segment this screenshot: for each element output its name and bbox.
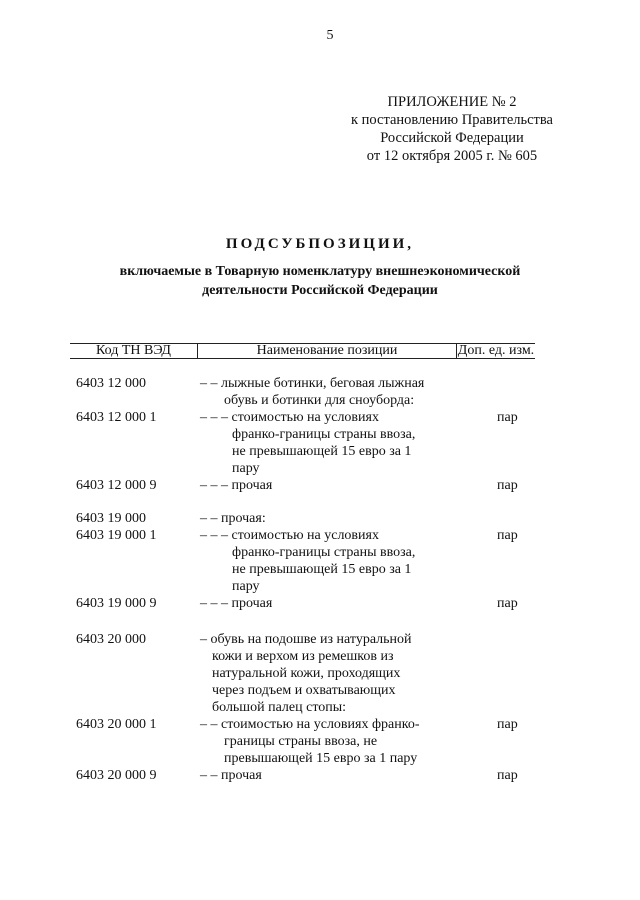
table-row bbox=[0, 767, 640, 784]
table-row bbox=[0, 375, 640, 409]
document-heading: ПОДСУБПОЗИЦИИ, bbox=[225, 236, 415, 252]
row-description bbox=[200, 716, 450, 767]
row-description bbox=[200, 527, 450, 595]
row-description bbox=[200, 375, 450, 409]
description-line: через подъем и охватывающих bbox=[212, 683, 396, 698]
description-line: – – – прочая bbox=[200, 478, 273, 493]
header-name: Наименование позиции bbox=[198, 344, 457, 358]
row-unit: пар bbox=[497, 528, 518, 543]
table-header bbox=[70, 343, 535, 359]
table-row bbox=[0, 477, 640, 494]
description-line: – – – стоимостью на условиях bbox=[200, 528, 379, 543]
description-line: обувь и ботинки для сноуборда: bbox=[224, 393, 415, 408]
description-line: – – прочая bbox=[200, 768, 262, 783]
header-code: Код ТН ВЭД bbox=[70, 344, 198, 358]
description-line: – – – прочая bbox=[200, 596, 273, 611]
row-unit: пар bbox=[497, 717, 518, 732]
table-row bbox=[0, 716, 640, 767]
description-line: не превышающей 15 евро за 1 bbox=[232, 562, 412, 577]
annex-title: ПРИЛОЖЕНИЕ № 2 bbox=[387, 94, 517, 110]
description-line: – – стоимостью на условиях франко- bbox=[200, 717, 420, 732]
annex-line: от 12 октября 2005 г. № 605 bbox=[366, 148, 538, 164]
row-description bbox=[200, 595, 450, 612]
row-unit: пар bbox=[497, 596, 518, 611]
row-code: 6403 20 000 bbox=[76, 632, 146, 647]
table-row bbox=[0, 595, 640, 612]
row-code: 6403 19 000 bbox=[76, 511, 146, 526]
description-line: пару bbox=[232, 461, 260, 476]
row-unit: пар bbox=[497, 478, 518, 493]
row-description bbox=[200, 409, 450, 477]
description-line: – – лыжные ботинки, беговая лыжная bbox=[200, 376, 425, 391]
row-code: 6403 12 000 9 bbox=[76, 478, 157, 493]
description-line: – обувь на подошве из натуральной bbox=[200, 632, 412, 647]
page-number: 5 bbox=[326, 28, 334, 43]
description-line: франко-границы страны ввоза, bbox=[232, 427, 416, 442]
description-line: – – прочая: bbox=[200, 511, 266, 526]
description-line: не превышающей 15 евро за 1 bbox=[232, 444, 412, 459]
description-line: границы страны ввоза, не bbox=[224, 734, 378, 749]
table-row bbox=[0, 527, 640, 595]
row-unit: пар bbox=[497, 768, 518, 783]
header-unit: Доп. ед. изм. bbox=[457, 343, 535, 358]
row-description bbox=[200, 767, 450, 784]
description-line: – – – стоимостью на условиях bbox=[200, 410, 379, 425]
description-line: пару bbox=[232, 579, 260, 594]
row-code: 6403 12 000 bbox=[76, 376, 146, 391]
annex-block bbox=[340, 93, 564, 165]
annex-line: Российской Федерации bbox=[380, 130, 524, 146]
row-description bbox=[200, 477, 450, 494]
document-subtitle bbox=[60, 262, 580, 300]
row-code: 6403 19 000 1 bbox=[76, 528, 157, 543]
table-body bbox=[0, 375, 640, 784]
row-code: 6403 20 000 9 bbox=[76, 768, 157, 783]
description-line: большой палец стопы: bbox=[212, 700, 347, 715]
row-code: 6403 12 000 1 bbox=[76, 410, 157, 425]
description-line: натуральной кожи, проходящих bbox=[212, 666, 401, 681]
description-line: превышающей 15 евро за 1 пару bbox=[224, 751, 418, 766]
annex-line: к постановлению Правительства bbox=[351, 112, 553, 128]
row-description bbox=[200, 631, 450, 716]
row-code: 6403 20 000 1 bbox=[76, 717, 157, 732]
subtitle-line: деятельности Российской Федерации bbox=[202, 283, 438, 298]
description-line: кожи и верхом из ремешков из bbox=[212, 649, 394, 664]
row-code: 6403 19 000 9 bbox=[76, 596, 157, 611]
row-unit: пар bbox=[497, 410, 518, 425]
table-row bbox=[0, 409, 640, 477]
subtitle-line: включаемые в Товарную номенклатуру внешнеэкономической bbox=[119, 264, 521, 279]
row-description bbox=[200, 510, 450, 527]
description-line: франко-границы страны ввоза, bbox=[232, 545, 416, 560]
table-row bbox=[0, 510, 640, 527]
table-row bbox=[0, 631, 640, 716]
